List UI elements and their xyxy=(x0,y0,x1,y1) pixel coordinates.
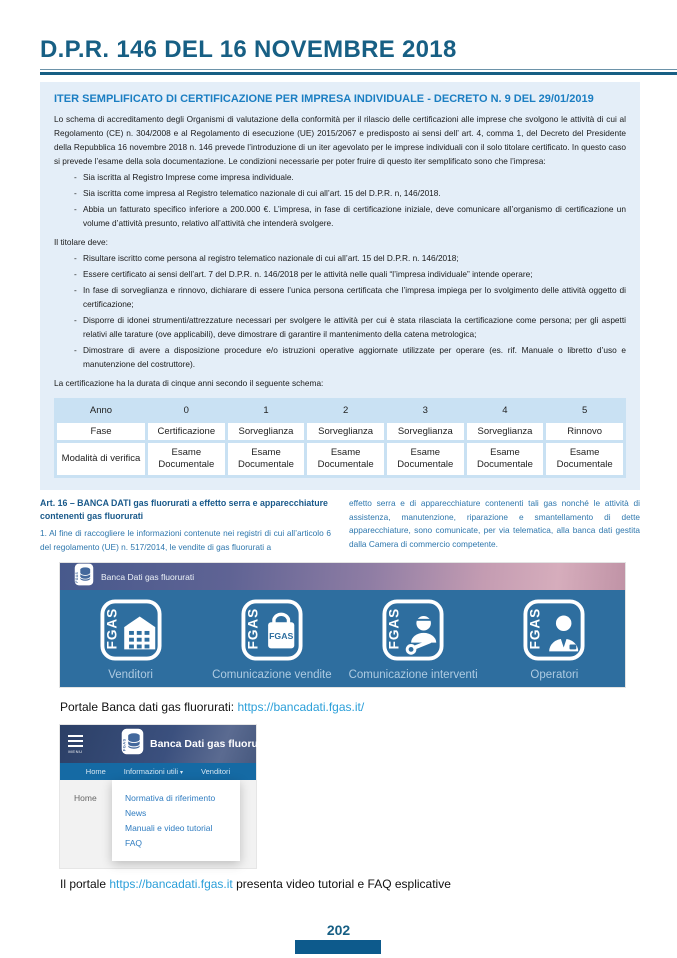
article-text-left: 1. Al fine di raccogliere le informazioni contenute nei registri di cui all’articolo 6 del regolamento (UE) n. 517/2014, le vendite di gas fluorurati a xyxy=(40,528,331,552)
warehouse-icon xyxy=(100,599,162,666)
dropdown-item-faq[interactable]: FAQ xyxy=(125,838,143,848)
portal-banner-screenshot xyxy=(60,563,625,687)
nav-item-venditori[interactable]: Venditori xyxy=(201,767,231,776)
titolare-label: Il titolare deve: xyxy=(54,237,108,247)
bullet-item: - Sia iscritta al Registro Imprese come impresa individuale. xyxy=(70,170,626,184)
tutorial-link[interactable]: https://bancadati.fgas.it xyxy=(109,877,233,891)
article-text-right: effetto serra e di apparecchiature contenenti tali gas nonché le attività di assistenza, manutenzione, riparazione e smantellamento di dette apparecchiature, sono comunicate, per via telematica, alla banca dati gestita dalla Camera di commercio competente. xyxy=(349,498,640,549)
nav-item-informazioni-utili[interactable] xyxy=(124,767,183,776)
tutorial-caption xyxy=(60,877,640,891)
bullet-item: - Risultare iscritto come persona al registro telematico nazionale di cui all’art. 15 del D.P.R. n. 146/2018; xyxy=(70,251,626,265)
table-row: Anno 0 1 2 3 4 5 xyxy=(89,405,588,416)
hamburger-menu-icon xyxy=(68,734,83,755)
banner-tile-comunicazione-interventi[interactable] xyxy=(343,599,484,681)
dropdown-item-news[interactable]: News xyxy=(125,808,147,818)
menu-nav-bar xyxy=(60,763,256,780)
svg-text:FGAS: FGAS xyxy=(121,738,127,752)
chevron-down-icon: ▾ xyxy=(180,770,184,776)
table-row: Modalità di verifica Esame Documentale Esame Documentale Esame Documentale Esame Documentale Esame Documentale Esame Documentale xyxy=(57,443,623,475)
article-heading: Art. 16 – BANCA DATI gas fluorurati a effetto serra e apparecchiature contenenti gas fluorurati xyxy=(40,498,328,521)
table-row: Fase Certificazione Sorveglianza Sorveglianza Sorveglianza Sorveglianza Rinnovo xyxy=(57,423,623,440)
tutorial-caption-suffix: presenta video tutorial e FAQ esplicative xyxy=(232,877,451,891)
banner-brand-text: Banca Dati gas fluorurati xyxy=(101,571,195,582)
article-16-section xyxy=(40,497,640,554)
banner-tile-label: Venditori xyxy=(108,669,153,681)
banner-tile-label: Comunicazione vendite xyxy=(212,669,332,681)
page-title: D.P.R. 146 DEL 16 NOVEMBRE 2018 xyxy=(40,36,457,63)
info-box-intro: Lo schema di accreditamento degli Organismi di valutazione della conformità per il rilascio delle certificazioni alle imprese che svolgono le attività di cui al Regolamento (CE) n. 304/2008 e al Regolamento di esecuzione (UE) 2015/2067 e predisposto ai sensi dell’ art. 4, comma 1, del Decreto del Presidente della Repubblica 16 novembre 2018 n. 146 prevede l’introduzione di un iter agevolato per le imprese individuali con il solo titolare certificato. In questo caso si prevede l’esame della sola documentazione. Le condizioni necessarie per poter fruire di questo iter semplificato sono che l’impresa: xyxy=(54,114,626,166)
operator-icon xyxy=(523,599,585,666)
schema-label: La certificazione ha la durata di cinque anni secondo il seguente schema: xyxy=(54,378,324,388)
banner-tiles xyxy=(60,590,625,687)
portal-menu-screenshot xyxy=(60,725,275,868)
certification-schedule-table xyxy=(54,398,626,478)
page-number: 202 xyxy=(326,922,351,938)
fgas-database-logo-icon xyxy=(121,728,144,760)
bullet-item: - Sia iscritta come impresa al Registro telematico nazionale di cui all’art. 15 del D.P.R. n, 146/2018. xyxy=(70,186,626,200)
portal-caption-text: Portale Banca dati gas fluorurati: xyxy=(60,700,238,714)
info-box xyxy=(40,82,640,490)
dropdown-item-manuali[interactable]: Manuali e video tutorial xyxy=(125,823,213,833)
nav-item-home[interactable]: Home xyxy=(85,767,106,776)
svg-text:FGAS: FGAS xyxy=(268,631,294,642)
title-divider xyxy=(40,69,677,75)
bullet-item: - In fase di sorveglianza e rinnovo, dichiarare di essere l’unica persona certificata che l’impresa impiega per lo svolgimento delle attività oggetto di certificazione; xyxy=(70,283,626,311)
fgas-database-logo-icon xyxy=(74,563,94,591)
bullet-item: - Abbia un fatturato specifico inferiore a 200.000 €. L’impresa, in fase di certificazione iniziale, deve comunicare all’organismo di certificazione un volume d’attività presunto, relativo all’attività che intenderà svolgere. xyxy=(70,202,626,230)
footer-bar xyxy=(295,940,381,954)
banner-tile-venditori[interactable] xyxy=(60,599,201,681)
banner-tile-operatori[interactable] xyxy=(484,599,625,681)
menu-content-area xyxy=(60,780,256,868)
svg-text:FGAS: FGAS xyxy=(386,607,402,650)
menu-brand-text: Banca Dati gas fluorurati xyxy=(150,738,275,750)
shopping-bag-icon xyxy=(241,599,303,666)
dropdown-item-normativa[interactable]: Normativa di riferimento xyxy=(125,793,216,803)
informazioni-utili-dropdown xyxy=(112,780,240,861)
breadcrumb-home: Home xyxy=(74,793,97,803)
svg-text:FGAS: FGAS xyxy=(74,571,79,583)
svg-text:FGAS: FGAS xyxy=(104,607,120,650)
technician-icon xyxy=(382,599,444,666)
bullet-item: - Essere certificato ai sensi dell’art. 7 del D.P.R. n. 146/2018 per le attività nelle quali “l’impresa individuale” intende operare; xyxy=(70,267,626,281)
info-box-heading: ITER SEMPLIFICATO DI CERTIFICAZIONE PER IMPRESA INDIVIDUALE - DECRETO N. 9 DEL 29/01/2019 xyxy=(54,93,594,105)
portal-caption xyxy=(60,700,640,714)
menu-top-bar xyxy=(60,725,275,763)
banner-tile-comunicazione-vendite[interactable] xyxy=(201,599,342,681)
banner-tile-label: Comunicazione interventi xyxy=(348,669,478,681)
bullet-item: - Dimostrare di avere a disposizione procedure e/o istruzioni operative aggiornate utilizzate per operare (es. rif. Manuale o libretto d’uso e manutenzione del costruttore). xyxy=(70,343,626,371)
banner-tile-label: Operatori xyxy=(530,669,579,681)
menu-label: MENU xyxy=(68,749,83,755)
portal-link[interactable]: https://bancadati.fgas.it/ xyxy=(237,700,365,714)
svg-text:FGAS: FGAS xyxy=(245,607,261,650)
svg-text:FGAS: FGAS xyxy=(527,607,543,650)
tutorial-caption-text: Il portale xyxy=(60,877,110,891)
bullet-item: - Disporre di idonei strumenti/attrezzature necessari per svolgere le attività per cui è stata rilasciata la certificazione come persona; per gli aspetti relativi alle tarature (ove applicabili), deve dimostrare di garantire il mantenimento della catena metrologica; xyxy=(70,313,626,341)
nav-item-label: Informazioni utili xyxy=(123,767,178,776)
banner-header-strip xyxy=(60,563,625,590)
